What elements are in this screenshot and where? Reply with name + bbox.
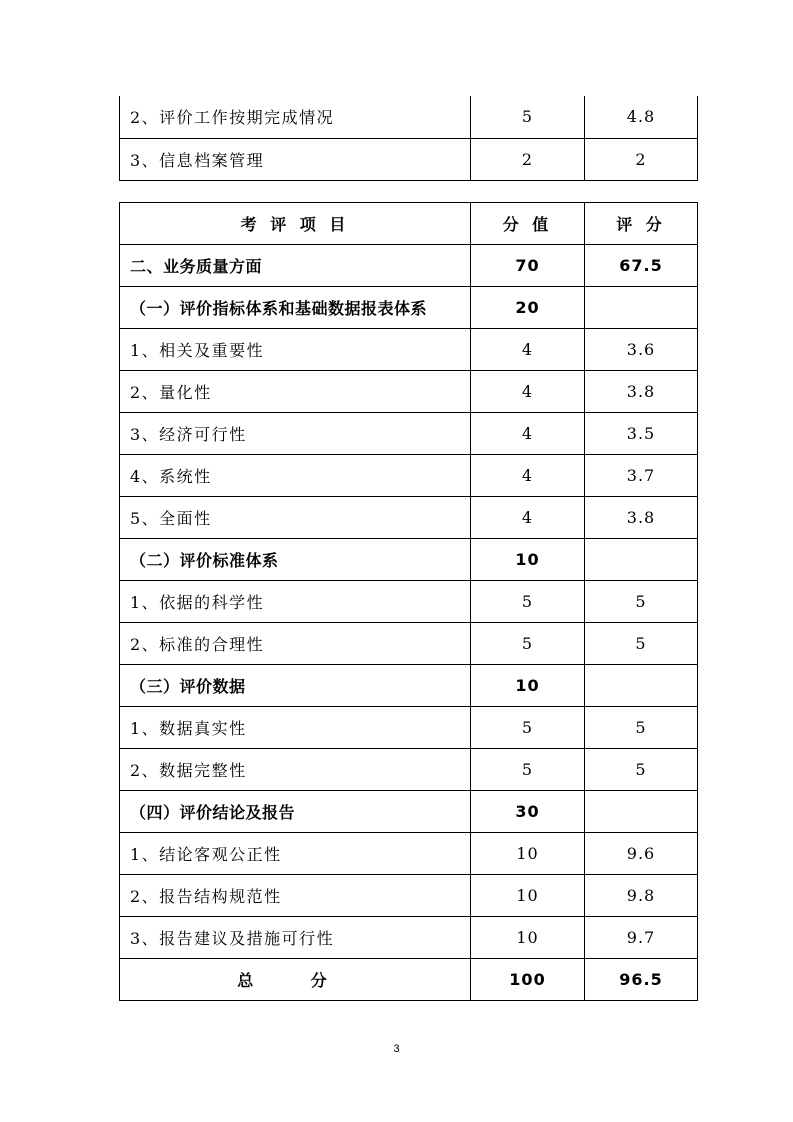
row-score: 5 <box>585 623 698 665</box>
total-score: 96.5 <box>585 959 698 1001</box>
row-value: 2 <box>471 138 585 180</box>
row-value: 10 <box>471 833 585 875</box>
row-item-label: （四）评价结论及报告 <box>120 791 471 833</box>
row-item-label: （一）评价指标体系和基础数据报表体系 <box>120 287 471 329</box>
section-row <box>120 791 698 833</box>
table-row <box>120 96 698 138</box>
row-value: 5 <box>471 749 585 791</box>
row-value: 4 <box>471 329 585 371</box>
section-row <box>120 665 698 707</box>
row-item-label: 2、数据完整性 <box>120 749 471 791</box>
row-item-label: 2、评价工作按期完成情况 <box>120 96 471 138</box>
total-label: 总 分 <box>237 971 353 990</box>
continued-score-table <box>119 96 698 181</box>
row-value: 4 <box>471 455 585 497</box>
row-item-label: 1、相关及重要性 <box>120 329 471 371</box>
header-value: 分 值 <box>471 203 585 245</box>
row-score: 4.8 <box>585 96 698 138</box>
row-value: 5 <box>471 707 585 749</box>
section-row <box>120 287 698 329</box>
row-item-label: 1、数据真实性 <box>120 707 471 749</box>
row-value: 5 <box>471 581 585 623</box>
row-score <box>585 539 698 581</box>
row-score <box>585 791 698 833</box>
row-value: 20 <box>471 287 585 329</box>
table-header-row <box>120 203 698 245</box>
row-item-label: 3、经济可行性 <box>120 413 471 455</box>
row-value: 70 <box>471 245 585 287</box>
row-item-label: 5、全面性 <box>120 497 471 539</box>
row-item-label: 2、标准的合理性 <box>120 623 471 665</box>
row-value: 10 <box>471 917 585 959</box>
table-row <box>120 749 698 791</box>
table-row <box>120 329 698 371</box>
row-score: 67.5 <box>585 245 698 287</box>
table-row <box>120 623 698 665</box>
row-value: 10 <box>471 875 585 917</box>
table-row <box>120 455 698 497</box>
section-row <box>120 539 698 581</box>
row-item-label: （二）评价标准体系 <box>120 539 471 581</box>
row-score: 3.8 <box>585 371 698 413</box>
table-row <box>120 833 698 875</box>
row-item-label: 2、报告结构规范性 <box>120 875 471 917</box>
table-row <box>120 581 698 623</box>
row-item-label: 3、信息档案管理 <box>120 138 471 180</box>
row-value: 5 <box>471 96 585 138</box>
row-value: 5 <box>471 623 585 665</box>
row-item-label: 1、结论客观公正性 <box>120 833 471 875</box>
row-value: 4 <box>471 497 585 539</box>
row-item-label: 4、系统性 <box>120 455 471 497</box>
evaluation-score-table <box>119 202 698 1001</box>
row-score: 3.7 <box>585 455 698 497</box>
row-score: 3.6 <box>585 329 698 371</box>
row-value: 4 <box>471 413 585 455</box>
row-value: 4 <box>471 371 585 413</box>
table-row <box>120 413 698 455</box>
total-row <box>120 959 698 1001</box>
row-value: 30 <box>471 791 585 833</box>
row-score: 9.7 <box>585 917 698 959</box>
row-score: 2 <box>585 138 698 180</box>
row-score: 9.6 <box>585 833 698 875</box>
table-row <box>120 497 698 539</box>
row-score: 3.5 <box>585 413 698 455</box>
header-score: 评 分 <box>585 203 698 245</box>
row-value: 10 <box>471 665 585 707</box>
row-score <box>585 665 698 707</box>
header-item: 考 评 项 目 <box>120 203 471 245</box>
table-row <box>120 875 698 917</box>
row-score: 5 <box>585 707 698 749</box>
row-item-label: 2、量化性 <box>120 371 471 413</box>
row-item-label: 二、业务质量方面 <box>120 245 471 287</box>
table-row <box>120 707 698 749</box>
table-row <box>120 138 698 180</box>
row-score: 5 <box>585 581 698 623</box>
table-row <box>120 917 698 959</box>
row-score: 5 <box>585 749 698 791</box>
row-item-label: 1、依据的科学性 <box>120 581 471 623</box>
total-label-cell <box>120 959 471 1001</box>
row-item-label: 3、报告建议及措施可行性 <box>120 917 471 959</box>
row-score: 3.8 <box>585 497 698 539</box>
row-score <box>585 287 698 329</box>
row-value: 10 <box>471 539 585 581</box>
table-row <box>120 371 698 413</box>
row-item-label: （三）评价数据 <box>120 665 471 707</box>
section-row <box>120 245 698 287</box>
total-value: 100 <box>471 959 585 1001</box>
row-score: 9.8 <box>585 875 698 917</box>
page-number: 3 <box>393 1043 400 1055</box>
